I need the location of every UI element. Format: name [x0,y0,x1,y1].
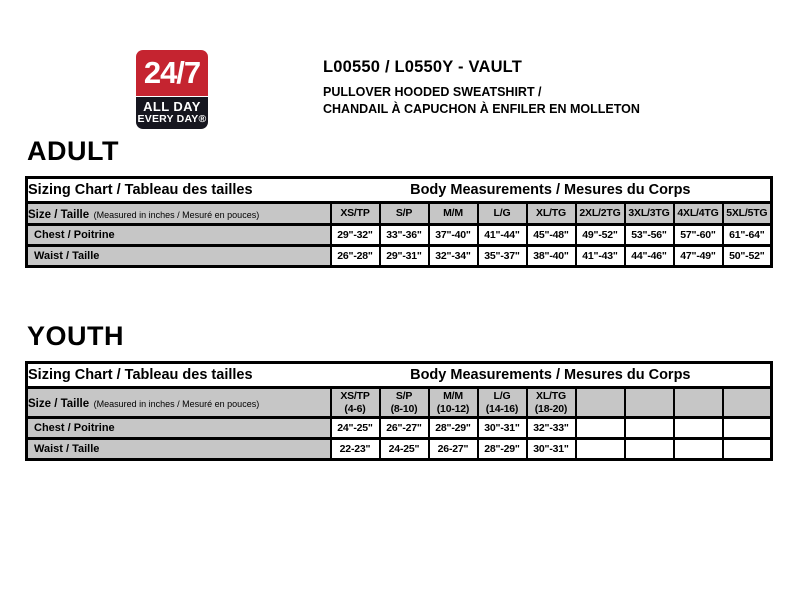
size-column-header: M/M (10-12) [429,388,478,418]
measurement-value: 26"-28" [331,246,380,267]
measurement-value: 41"-43" [576,246,625,267]
logo-tagline [136,97,208,129]
logo-badge-text: 24/7 [143,55,201,90]
measurement-row [27,418,772,439]
measurement-value: 47"-49" [674,246,723,267]
measurement-value [723,418,772,439]
adult-section [25,136,770,268]
youth-sizing-table [25,361,773,461]
size-column-header [674,388,723,418]
size-label: Size / Taille [28,397,90,410]
size-column-header: M/M [429,203,478,225]
size-column-header: XL/TG [527,203,576,225]
size-column-header: XS/TP (4-6) [331,388,380,418]
measurement-value: 28"-29" [429,418,478,439]
youth-section [25,321,770,461]
measurement-value: 29"-31" [380,246,429,267]
adult-heading: ADULT [27,136,119,166]
size-header-row [27,388,772,418]
size-column-header: L/G (14-16) [478,388,527,418]
size-column-header [576,388,625,418]
product-subtitle-en: PULLOVER HOODED SWEATSHIRT / [323,85,542,99]
body-measurements-header: Body Measurements / Mesures du Corps [331,363,772,388]
measurement-value: 24"-25" [331,418,380,439]
measurement-value: 38"-40" [527,246,576,267]
size-column-header: XL/TG (18-20) [527,388,576,418]
product-subtitle-fr: CHANDAIL À CAPUCHON À ENFILER EN MOLLETON [323,101,640,116]
logo-all-day-text: ALL DAY [143,99,201,114]
size-column-header: 2XL/2TG [576,203,625,225]
measurement-row [27,246,772,267]
measurement-value: 37"-40" [429,225,478,246]
size-label: Size / Taille [28,208,90,221]
size-column-header: S/P (8-10) [380,388,429,418]
measurement-value: 32"-34" [429,246,478,267]
measurement-value: 33"-36" [380,225,429,246]
measurement-value: 29"-32" [331,225,380,246]
youth-heading: YOUTH [27,321,124,351]
measurement-value: 30"-31" [478,418,527,439]
measurement-value: 44"-46" [625,246,674,267]
size-label-cell [27,388,331,418]
measurement-value: 32"-33" [527,418,576,439]
measurement-value: 57"-60" [674,225,723,246]
measurement-value [625,418,674,439]
measurement-value: 26"-27" [380,418,429,439]
measurement-value: 30"-31" [527,439,576,460]
size-label-cell [27,203,331,225]
measurement-value [674,439,723,460]
measurement-row [27,225,772,246]
size-column-header: L/G [478,203,527,225]
measurement-row [27,439,772,460]
body-measurements-header: Body Measurements / Mesures du Corps [331,178,772,203]
measurement-value: 35"-37" [478,246,527,267]
size-column-header [723,388,772,418]
measurement-label: Chest / Poitrine [27,418,331,439]
product-title: L00550 / L0550Y - VAULT [323,58,523,76]
measurement-value: 50"-52" [723,246,772,267]
size-column-header: XS/TP [331,203,380,225]
size-column-header: 4XL/4TG [674,203,723,225]
logo-24-7-badge [136,50,208,96]
product-header [323,58,640,117]
sizing-chart-header: Sizing Chart / Tableau des tailles [27,363,331,388]
logo-every-day-text: EVERY DAY® [137,113,207,125]
measurement-value: 45"-48" [527,225,576,246]
measurement-value [576,418,625,439]
measurement-value: 28"-29" [478,439,527,460]
size-column-header: S/P [380,203,429,225]
measurement-value [576,439,625,460]
measurement-value: 41"-44" [478,225,527,246]
measurement-value: 22-23" [331,439,380,460]
size-note: (Measured in inches / Mesuré en pouces) [93,209,260,220]
measurement-value [625,439,674,460]
measurement-value [723,439,772,460]
measurement-value: 24-25" [380,439,429,460]
measurement-label: Waist / Taille [27,246,331,267]
measurement-value: 61"-64" [723,225,772,246]
brand-logo [136,50,208,129]
table-title-row [27,363,772,388]
measurement-value: 49"-52" [576,225,625,246]
table-title-row [27,178,772,203]
size-header-row [27,203,772,225]
sizing-chart-header: Sizing Chart / Tableau des tailles [27,178,331,203]
measurement-value: 53"-56" [625,225,674,246]
measurement-label: Chest / Poitrine [27,225,331,246]
measurement-value [674,418,723,439]
measurement-value: 26-27" [429,439,478,460]
size-column-header: 5XL/5TG [723,203,772,225]
size-column-header [625,388,674,418]
adult-sizing-table [25,176,773,268]
size-note: (Measured in inches / Mesuré en pouces) [93,398,260,409]
size-column-header: 3XL/3TG [625,203,674,225]
measurement-label: Waist / Taille [27,439,331,460]
